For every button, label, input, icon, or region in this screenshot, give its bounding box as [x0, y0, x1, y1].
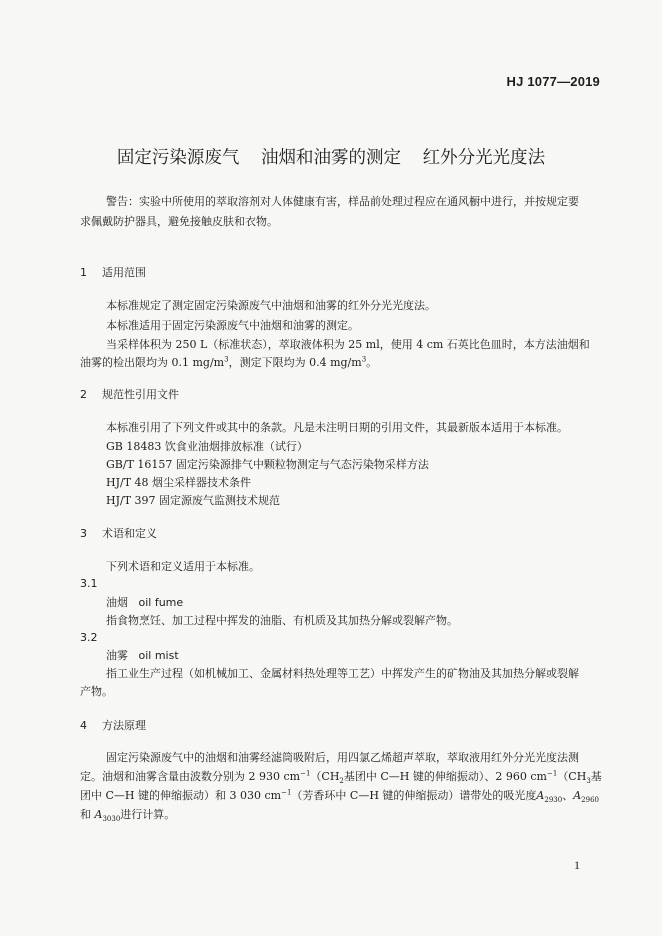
section-4-heading [80, 719, 146, 733]
term-2-name [106, 649, 179, 663]
term-cn: 油烟 [106, 596, 128, 609]
term-en: oil fume [138, 596, 184, 609]
s4-line-1: 固定污染源废气中的油烟和油雾经滤筒吸附后，用四氯乙烯超声萃取，萃取液用红外分光光度法测 [106, 751, 579, 764]
section-title: 方法原理 [102, 719, 146, 732]
title-part-1: 固定污染源废气 [116, 148, 240, 168]
reference-item: GB/T 16157 固定污染源排气中颗粒物测定与气态污染物采样方法 [106, 458, 429, 471]
section-1-heading [80, 266, 146, 280]
s1-paragraph-3-line-1: 当采样体积为 250 L（标准状态），萃取液体积为 25 ml，使用 4 cm 石英比色皿时，本方法油烟和 [106, 338, 590, 351]
s2-intro: 本标准引用了下列文件或其中的条款。凡是未注明日期的引用文件，其最新版本适用于本标准。 [106, 421, 568, 434]
section-2-heading [80, 388, 179, 402]
s4-line-4: 和 $A_{3030}$进行计算。 [80, 808, 176, 824]
section-number: 3 [80, 527, 87, 540]
section-title: 术语和定义 [102, 527, 157, 540]
term-2-definition-line-2: 产物。 [80, 685, 113, 698]
term-2-definition-line-1: 指工业生产过程（如机械加工、金属材料热处理等工艺）中挥发产生的矿物油及其加热分解或裂解 [106, 667, 579, 680]
standard-number: HJ 1077—2019 [506, 74, 600, 89]
section-number: 2 [80, 388, 87, 401]
section-3-heading [80, 527, 157, 541]
s1-paragraph-3-line-2: 油雾的检出限均为 0.1 $mg/m^3$，测定下限均为 0.4 $mg/m^3$。 [80, 355, 378, 369]
s4-line-3: 团中 C—H 键的伸缩振动）和 3 030 $cm^{-1}$（芳香环中 C—H 键的伸缩振动）谱带处的吸光度$A_{2930}$、$A_{2960}$ [80, 788, 599, 805]
document-title [0, 144, 662, 169]
s4-line-2: 定。油烟和油雾含量由波数分别为 2 930 $cm^{-1}(CH_2$基团中 C—H 键的伸缩振动）、2 960 $cm^{-1}(CH_3$基 [80, 769, 602, 786]
warning-paragraph: 警告：实验中所使用的萃取溶剂对人体健康有害，样品前处理过程应在通风橱中进行，并按规定要求佩戴防护器具，避免接触皮肤和衣物。 [80, 195, 579, 228]
term-1-definition: 指食物烹饪、加工过程中挥发的油脂、有机质及其加热分解或裂解产物。 [106, 614, 458, 627]
s1-paragraph-1: 本标准规定了测定固定污染源废气中油烟和油雾的红外分光光度法。 [106, 299, 436, 312]
section-number: 4 [80, 719, 87, 732]
term-en: oil mist [138, 649, 179, 662]
term-cn: 油雾 [106, 649, 128, 662]
s1-paragraph-2: 本标准适用于固定污染源废气中油烟和油雾的测定。 [106, 319, 359, 332]
reference-item: GB 18483 饮食业油烟排放标准（试行） [106, 440, 308, 453]
term-2-number: 3.2 [80, 631, 98, 644]
page-number: 1 [574, 858, 580, 872]
title-part-2: 油烟和油雾的测定 [261, 148, 401, 168]
reference-item: HJ/T 397 固定源废气监测技术规范 [106, 494, 281, 507]
reference-item: HJ/T 48 烟尘采样器技术条件 [106, 476, 252, 489]
title-part-3: 红外分光光度法 [422, 148, 546, 168]
s3-intro: 下列术语和定义适用于本标准。 [106, 560, 260, 573]
term-1-number: 3.1 [80, 577, 98, 590]
section-title: 规范性引用文件 [102, 388, 179, 401]
section-number: 1 [80, 266, 87, 279]
section-title: 适用范围 [102, 266, 146, 279]
term-1-name [106, 596, 183, 610]
